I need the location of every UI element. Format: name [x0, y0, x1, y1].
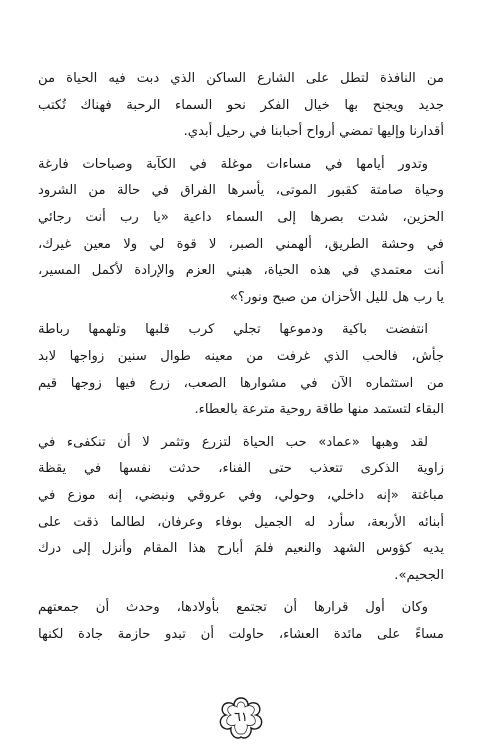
- text-line: أنت معتمدي في هذه الحياة، هبني العزم والإرادة لأكمل المسير،: [38, 263, 444, 279]
- text-line: الحزين، شدت بصرها إلى السماء داعية «يا رب أنت رجائي: [38, 209, 444, 225]
- text-line: انتفضت باكية ودموعها تجلي كرب قلبها وتلهمها رباطة: [38, 322, 428, 338]
- text-line: يا رب هل لليل الأحزان من صبح ونور؟»: [229, 289, 444, 305]
- paragraph: [38, 66, 444, 146]
- text-line: من استثماره الآن في مشوارها الصعب، زرع فيها زوجها قيم: [38, 375, 444, 391]
- text-line: في وحشة الطريق، ألهمني الصبر، لا قوة لي ولا معين غيرك،: [38, 236, 444, 252]
- text-line: مباغتة «إنه داخلي، وحولي، وفي عروقي ونبضي، إنه موزع في: [38, 487, 444, 503]
- page-footer: [213, 694, 269, 744]
- text-line: وحياة صامتة كقبور الموتى، يأسرها الفراق في حالة من الشرود: [38, 183, 444, 199]
- text-line: جديد ويجنح بها خيال الفكر نحو السماء الرحبة فهناك تُكتب: [38, 97, 444, 113]
- paragraph: [38, 595, 444, 648]
- page-number: ٦١: [234, 710, 248, 725]
- text-line: أبنائه الأربعة، سأرد له الجميل بوفاء وعرفان، لطالما ذقت على: [38, 514, 444, 530]
- text-line: من النافذة لتطل على الشارع الساكن الذي دبت فيه الحياة من: [38, 71, 444, 86]
- text-line: وتدور أيامها في مساءات موغلة في الكآبة وصباحات فارغة: [38, 156, 428, 172]
- paragraph: [38, 317, 444, 423]
- text-line: جأش، فالحب الذي غرفت من معينه طوال سنين زواجها لابد: [38, 348, 444, 364]
- body-text: [38, 66, 444, 654]
- text-line: زاوية الذكرى تتعذب حتى الفناء، حدثت نفسها في يقظة: [38, 461, 444, 477]
- paragraph: [38, 430, 444, 590]
- text-line: الجحيم».: [394, 567, 444, 583]
- paragraph: [38, 152, 444, 312]
- text-line: لقد وهبها «عماد» حب الحياة لتزرع وتثمر لا أن تنكفىء في: [38, 434, 428, 450]
- text-line: أقدارنا وإليها تمضي أرواح أحبابنا في رحيل أبدي.: [183, 124, 444, 140]
- text-line: البقاء لتستمد منها طاقة روحية مترعة بالعطاء.: [194, 402, 444, 418]
- text-line: يديه كؤوس الشهد والنعيم فلمَ أبارح هذا المقام وأنزل إلى درك: [38, 541, 444, 557]
- text-line: مساءً على مائدة العشاء، حاولت أن تبدو حازمة جادة لكنها: [38, 626, 444, 642]
- text-line: وكان أول قرارها أن تجتمع بأولادها، وحدث أن جمعتهم: [38, 600, 428, 616]
